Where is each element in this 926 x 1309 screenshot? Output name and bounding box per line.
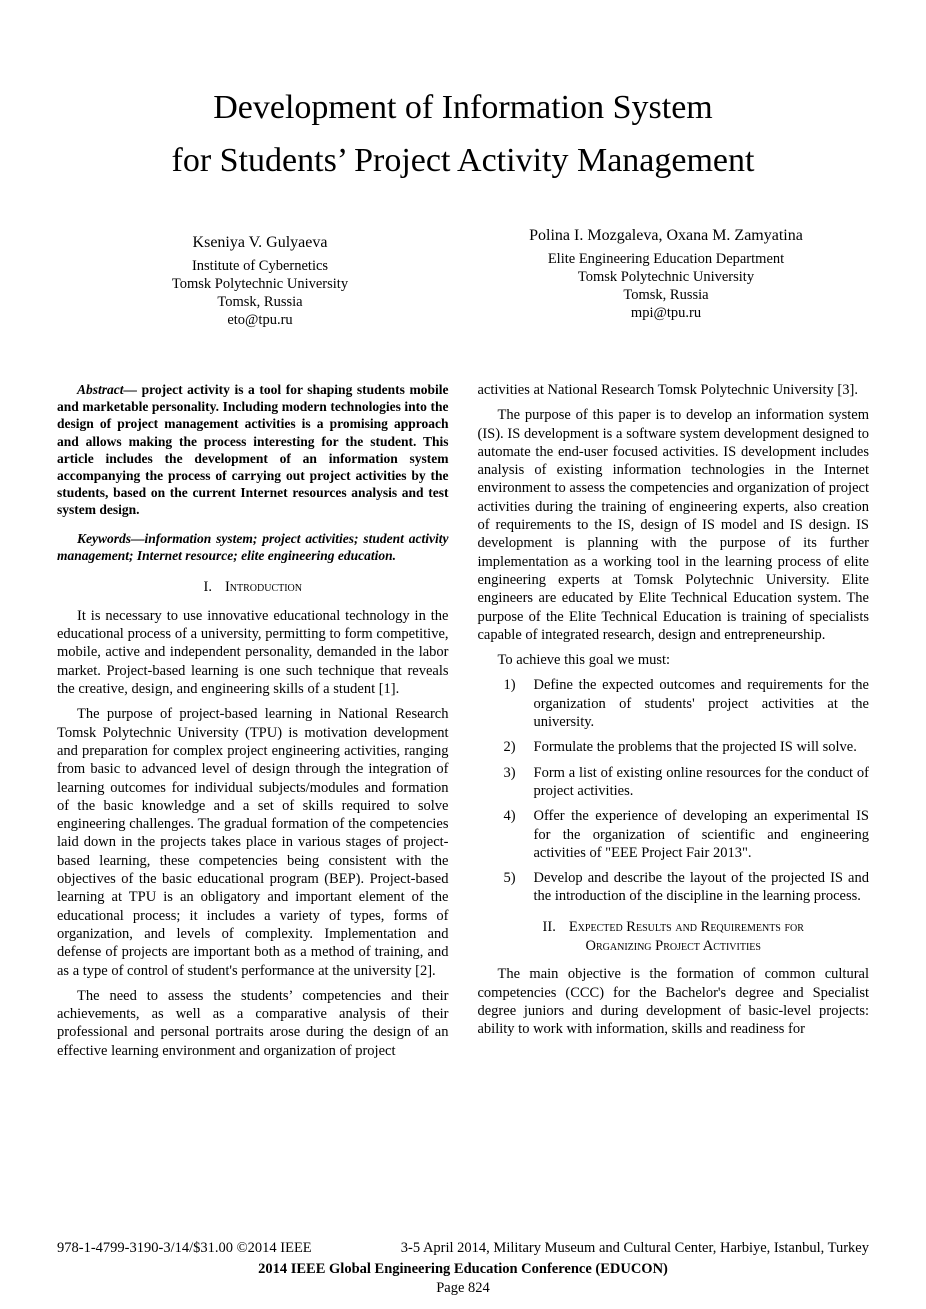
abstract-paragraph bbox=[57, 381, 449, 519]
goal-item bbox=[504, 764, 870, 801]
author-affiliation-line: Elite Engineering Education Department bbox=[547, 250, 785, 267]
paper-title-line1: Development of Information System bbox=[213, 89, 713, 126]
goal-number: 2) bbox=[503, 739, 516, 756]
goal-text: Offer the experience of developing an experimental IS for the organization of scientific and engineering activities of "EEE Project Fair 2013". bbox=[533, 808, 869, 861]
page-number: Page 824 bbox=[436, 1280, 490, 1297]
goal-number: 5) bbox=[503, 870, 516, 887]
paragraph-continuation: activities at National Research Tomsk Polytechnic University [3]. bbox=[477, 382, 858, 398]
keywords-text: information system; project activities; student activity management; Internet resource; elite engineering education. bbox=[57, 530, 449, 563]
author-block-left bbox=[57, 226, 463, 330]
goal-text: Form a list of existing online resources for the conduct of project activities. bbox=[533, 764, 869, 799]
author-email: mpi@tpu.ru bbox=[630, 304, 702, 321]
keywords-paragraph bbox=[57, 530, 449, 564]
left-column bbox=[57, 381, 449, 1067]
copyright-notice: 978-1-4799-3190-3/14/$31.00 ©2014 IEEE bbox=[57, 1240, 312, 1256]
author-affiliation-line: Tomsk, Russia bbox=[623, 286, 709, 303]
paragraph-goal-intro: To achieve this goal we must: bbox=[497, 652, 671, 669]
section-number: I. bbox=[203, 579, 212, 596]
section-heading-line1 bbox=[478, 918, 870, 937]
paragraph-intro-1: It is necessary to use innovative educational technology in the educational process of a university, permitting to form competitive, mobile, active and independent personality, demanded in the labor market. Project-based learning is one such technique that reveals the creative, design, and engineering skills of a student [1]. bbox=[57, 607, 449, 698]
abstract-label: Abstract— bbox=[77, 382, 138, 397]
author-affiliation-line: Tomsk Polytechnic University bbox=[171, 275, 349, 292]
paragraph-intro-2: The purpose of project-based learning in National Research Tomsk Polytechnic University (TPU) is motivation development and preparation for complex project engineering activities, ranging from basic to advanced level of design through the integration of learning outcomes for individual subjects/modules and formation of the basic knowledge and a set of skills required to solve engineering challenges. The gradual formation of the competencies laid down in the projects takes place in various stages of project-based learning, these competencies being consistent with the objectives of the basic educational program (BEP). Project-based learning at TPU is an obligatory and important element of the educational process; it includes a variety of types, forms of organization, and levels of complexity. Implementation and defense of projects are important both as a method of training, and as a type of control of student's performance at the university [2]. bbox=[57, 706, 449, 979]
conference-name: 2014 IEEE Global Engineering Education Conference (EDUCON) bbox=[258, 1260, 668, 1277]
paper-title bbox=[0, 82, 926, 187]
paper-title-line2: for Students’ Project Activity Management bbox=[171, 141, 755, 179]
right-column bbox=[478, 381, 870, 1067]
author-block-right bbox=[463, 226, 869, 330]
goal-number: 1) bbox=[503, 677, 516, 694]
author-affiliation-line: Tomsk Polytechnic University bbox=[577, 268, 755, 285]
keywords-label: Keywords— bbox=[77, 530, 145, 546]
abstract-text: project activity is a tool for shaping students mobile and marketable personality. Including modern technologies into the design of project management activities is a promising approach and allows making the process interesting for the student. This article includes the development of an information system accompanying the process of carrying out project activities by the students, based on the current Internet resources analysis and test system design. bbox=[57, 382, 449, 518]
goal-item bbox=[504, 869, 870, 906]
paragraph-intro-3: The need to assess the students’ competencies and their achievements, as well as a comparative analysis of their professional and personal portraits arose during the design of an effective learning environment and organization of project bbox=[57, 987, 449, 1059]
paragraph-main-objective: The main objective is the formation of common cultural competencies (CCC) for the Bachelor's degree and Specialist degree juniors and during development of basic-level projects: ability to work with information, skills and readiness for bbox=[477, 966, 869, 1038]
conference-venue: 3-5 April 2014, Military Museum and Cultural Center, Harbiye, Istanbul, Turkey bbox=[400, 1240, 869, 1256]
goal-item bbox=[504, 738, 870, 756]
section-title-line1: Expected Results and Requirements for bbox=[568, 918, 804, 935]
footer-row bbox=[57, 1239, 869, 1259]
author-email: eto@tpu.ru bbox=[227, 311, 293, 328]
goal-item bbox=[504, 807, 870, 862]
section-number: II. bbox=[542, 918, 556, 935]
goal-text: Develop and describe the layout of the projected IS and the introduction of the discipline in the learning process. bbox=[533, 870, 869, 905]
goal-text: Define the expected outcomes and requirements for the organization of students' project activities at the university. bbox=[533, 677, 869, 731]
goal-item bbox=[504, 676, 870, 731]
paragraph-purpose: The purpose of this paper is to develop an information system (IS). IS development is a software system development designed to automate the end-user focused activities. IS development includes analysis of existing information technologies in the Internet environment to assess the competencies and organization of project activities during the training of engineering experts, also creation of requirements to the IS, design of IS model and IS design. IS development is planning with the purpose of its further implementation as a working tool in the learning process of elite engineering experts at Tomsk Polytechnic University. Elite engineers are educated by Elite Technical Education system. The purpose of the Elite Technical Education is training of specialists capable of integrated research, design and entrepreneurship. bbox=[477, 407, 869, 643]
author-name: Kseniya V. Gulyaeva bbox=[192, 234, 328, 251]
author-affiliation-line: Tomsk, Russia bbox=[217, 293, 303, 310]
section-title: Introduction bbox=[224, 579, 302, 596]
section-heading-introduction bbox=[57, 578, 449, 597]
section-heading-expected-results bbox=[478, 918, 870, 956]
author-blocks bbox=[57, 226, 869, 330]
page-footer bbox=[57, 1239, 869, 1299]
body-columns bbox=[57, 381, 869, 1067]
goal-number: 4) bbox=[503, 808, 516, 825]
author-affiliation-line: Institute of Cybernetics bbox=[191, 257, 329, 274]
goal-text: Formulate the problems that the projected IS will solve. bbox=[533, 739, 857, 756]
author-name: Polina I. Mozgaleva, Oxana M. Zamyatina bbox=[529, 227, 803, 244]
section-title-line2: Organizing Project Activities bbox=[585, 937, 761, 954]
goal-number: 3) bbox=[503, 764, 516, 781]
